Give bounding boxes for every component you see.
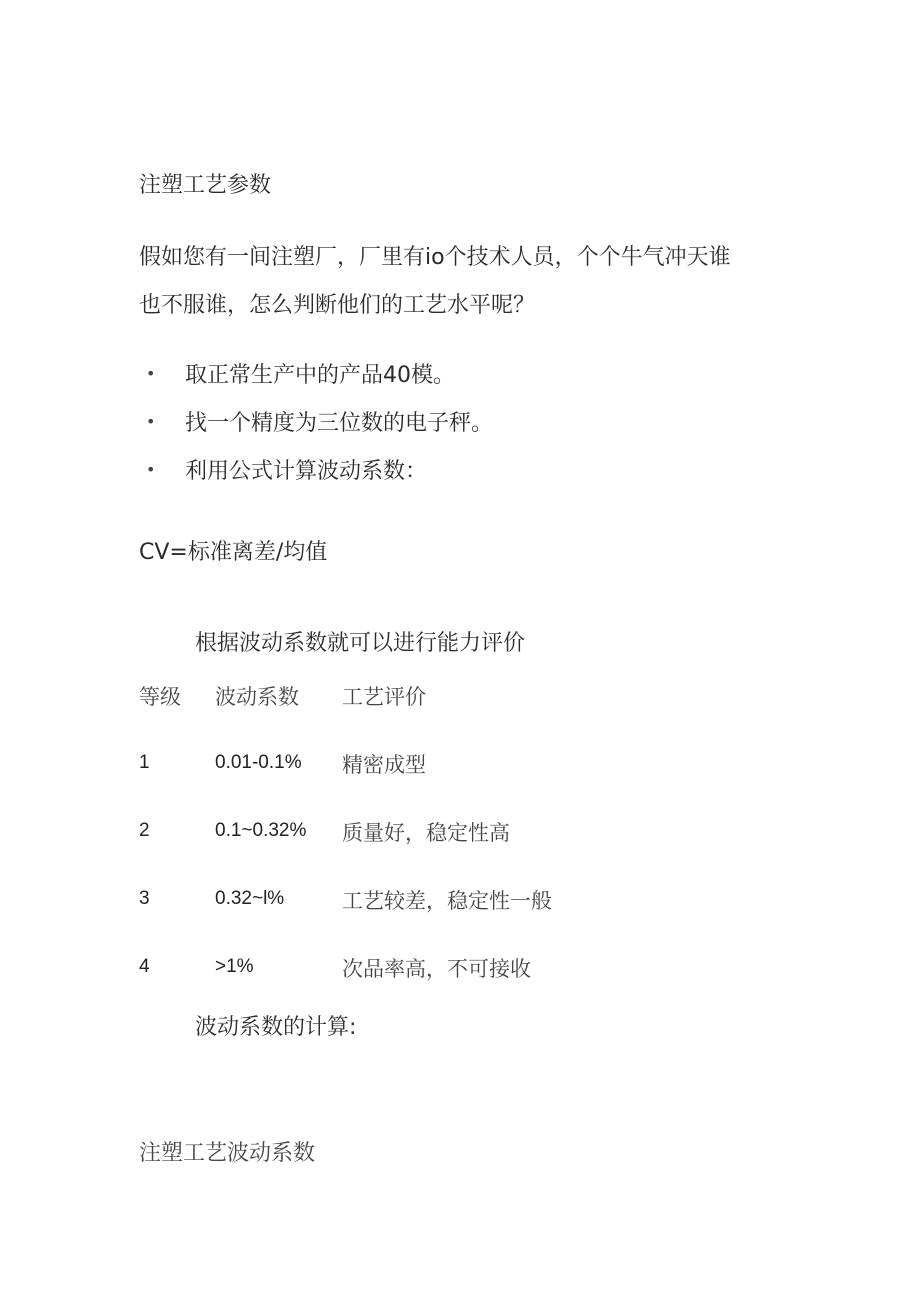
table-cell-cv: 0.32~l% bbox=[215, 888, 285, 909]
table-cell-cv: >1% bbox=[215, 956, 254, 977]
table-header-cv: 波动系数 bbox=[215, 685, 299, 709]
table-cell-grade: 4 bbox=[139, 956, 150, 977]
intro-line: 假如您有一间注塑厂，厂里有io个技术人员，个个牛气冲天谁 bbox=[139, 245, 731, 270]
table-cell-rating: 次品率高，不可接收 bbox=[342, 957, 531, 981]
bullet-dot: • bbox=[146, 364, 156, 383]
intro-line: 也不服谁，怎么判断他们的工艺水平呢？ bbox=[139, 293, 536, 318]
bullet-dot: • bbox=[146, 460, 156, 479]
table-cell-grade: 3 bbox=[139, 888, 150, 909]
cv-formula: CV=标准离差/均值 bbox=[139, 540, 328, 565]
calculation-heading: 波动系数的计算: bbox=[195, 1015, 357, 1040]
step-item: 取正常生产中的产品40模。 bbox=[185, 363, 455, 388]
bullet-dot: • bbox=[146, 412, 156, 431]
table-cell-cv: 0.1~0.32% bbox=[215, 820, 307, 841]
table-header-rating: 工艺评价 bbox=[342, 685, 426, 709]
evaluation-heading: 根据波动系数就可以进行能力评价 bbox=[195, 631, 526, 656]
step-item: 找一个精度为三位数的电子秤。 bbox=[185, 411, 494, 436]
step-item: 利用公式计算波动系数： bbox=[185, 459, 428, 484]
table-cell-grade: 2 bbox=[139, 820, 150, 841]
table-cell-rating: 精密成型 bbox=[342, 753, 426, 777]
table-cell-grade: 1 bbox=[139, 752, 150, 773]
table-cell-cv: 0.01-0.1% bbox=[215, 752, 302, 773]
table-header-grade: 等级 bbox=[139, 685, 181, 709]
section-title: 注塑工艺波动系数 bbox=[139, 1141, 316, 1166]
table-cell-rating: 质量好，稳定性高 bbox=[342, 821, 510, 845]
document-title: 注塑工艺参数 bbox=[139, 173, 272, 198]
table-cell-rating: 工艺较差，稳定性一般 bbox=[342, 889, 552, 913]
